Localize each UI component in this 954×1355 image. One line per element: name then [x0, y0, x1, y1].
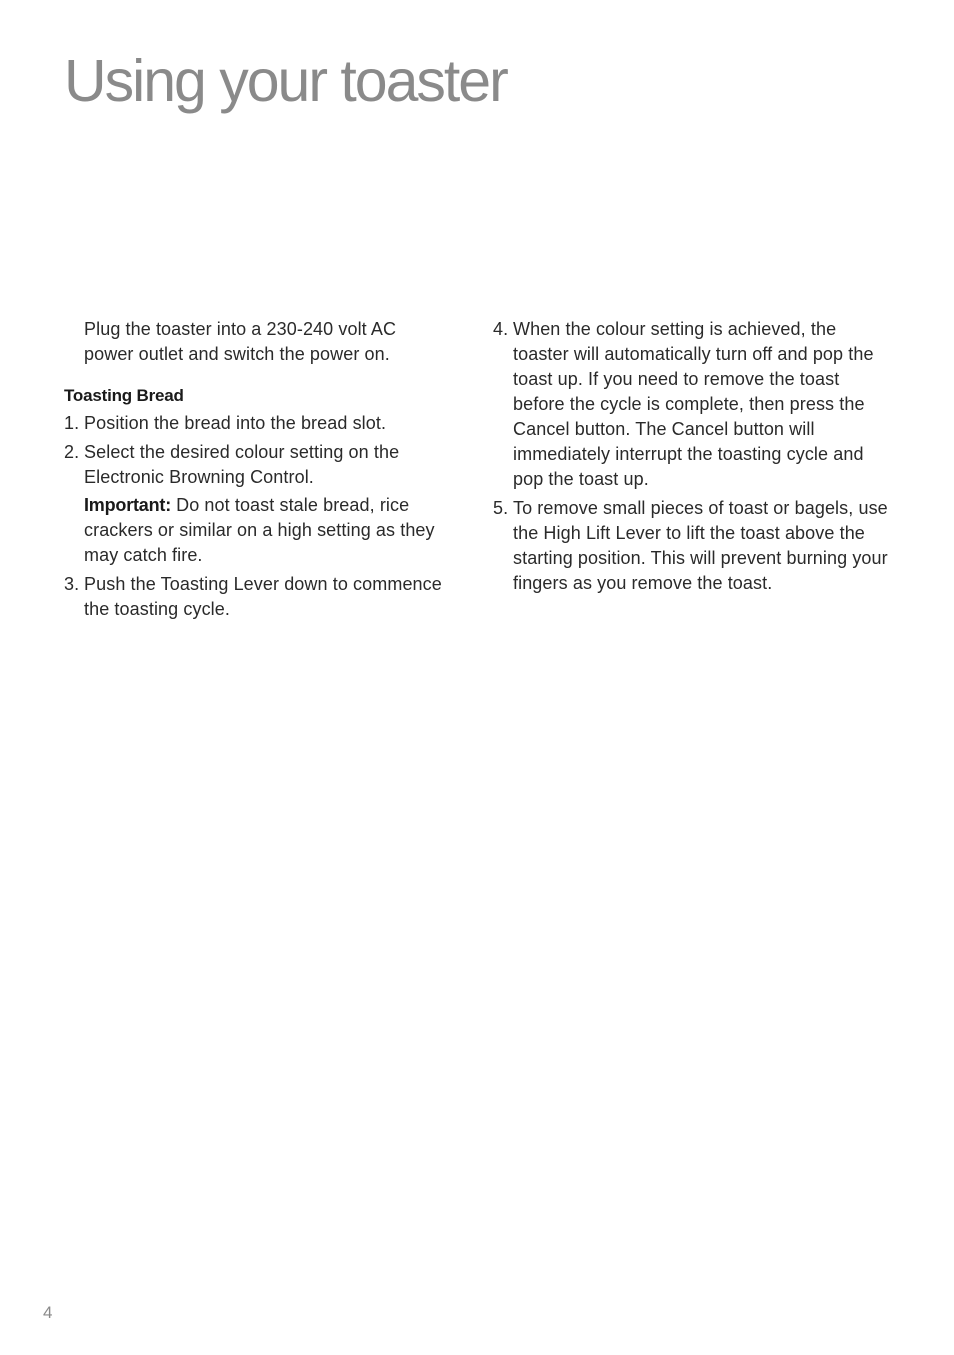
step-body [513, 317, 893, 492]
step-number: 3. [64, 574, 80, 594]
important-text: Do not toast stale bread, rice crackers or similar on a high setting as they may catch fire. [84, 495, 435, 565]
step-number: 2. [64, 442, 80, 462]
step-text: To remove small pieces of toast or bagels, use the High Lift Lever to lift the toast above the starting position. This will prevent burning your fingers as you remove the toast. [513, 498, 888, 593]
step-body [84, 440, 444, 568]
step-body [84, 411, 444, 436]
page-title: Using your toaster [64, 48, 507, 114]
step-body [513, 496, 893, 596]
step-4 [493, 317, 893, 492]
step-body [84, 572, 444, 622]
step-text: Push the Toasting Lever down to commence the toasting cycle. [84, 574, 442, 619]
important-note [84, 493, 444, 568]
step-3 [64, 572, 444, 622]
step-2 [64, 440, 444, 568]
page-number: 4 [43, 1303, 53, 1322]
step-text: Select the desired colour setting on the Electronic Browning Control. [84, 442, 400, 487]
intro-paragraph: Plug the toaster into a 230-240 volt AC power outlet and switch the power on. [84, 319, 397, 364]
step-text: When the colour setting is achieved, the toaster will automatically turn off and pop the toast up. If you need to remove the toast before the cycle is complete, then press the Cancel button. The Cancel button will immediately interrupt the toasting cycle and pop the toast up. [513, 319, 874, 489]
section-heading-toasting-bread: Toasting Bread [64, 386, 184, 405]
step-5 [493, 496, 893, 596]
step-number: 1. [64, 413, 80, 433]
important-label: Important: [84, 495, 171, 515]
step-1 [64, 411, 444, 436]
step-number: 5. [493, 498, 509, 518]
step-number: 4. [493, 319, 509, 339]
right-column [493, 317, 893, 600]
left-column [64, 317, 444, 626]
step-text: Position the bread into the bread slot. [84, 413, 387, 433]
